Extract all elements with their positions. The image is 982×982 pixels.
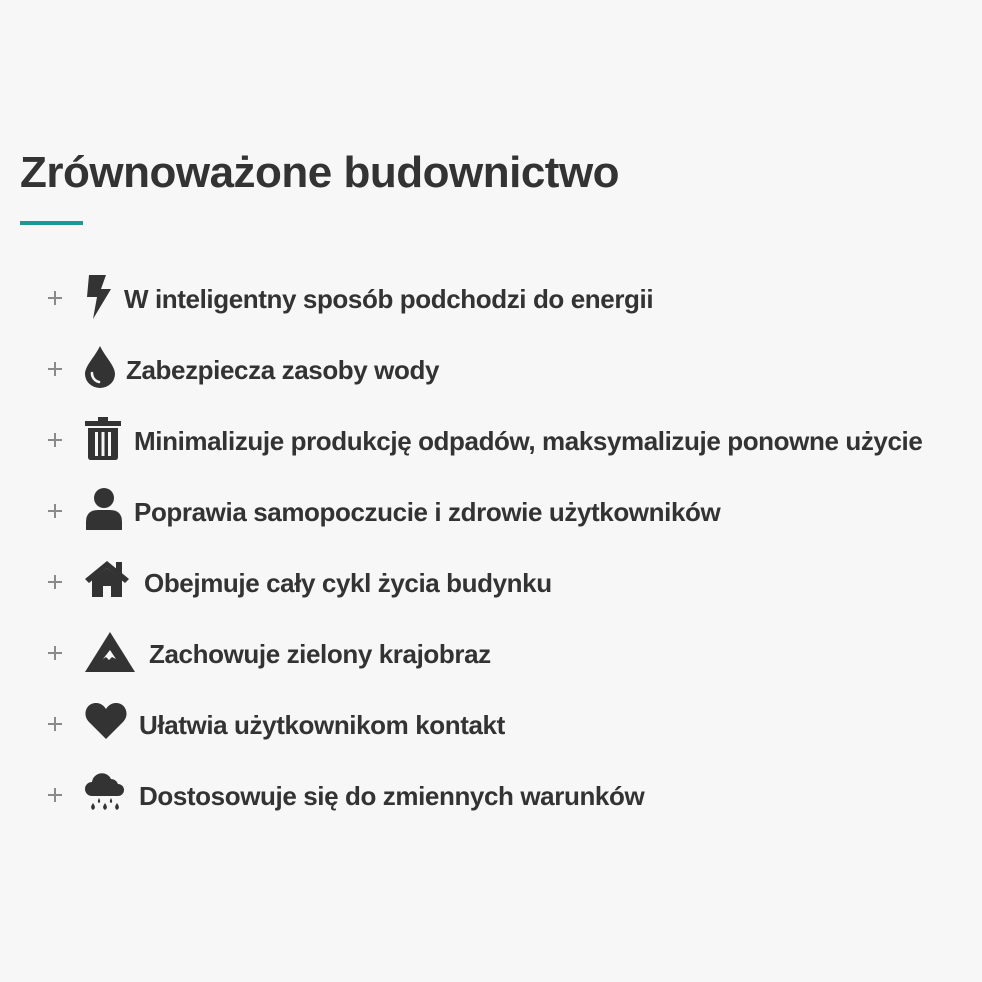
accordion-item-label: W inteligentny sposób podchodzi do energii — [124, 284, 654, 314]
accordion-item-wellbeing[interactable] — [0, 478, 982, 549]
accordion-item-label: Zabezpiecza zasoby wody — [126, 355, 440, 385]
accordion-item-water[interactable] — [0, 336, 982, 407]
plus-icon[interactable] — [45, 359, 65, 379]
accordion-item-label: Poprawia samopoczucie i zdrowie użytkowników — [134, 497, 721, 527]
user-icon — [84, 488, 128, 532]
accordion-item-label: Ułatwia użytkownikom kontakt — [139, 710, 505, 740]
plus-icon[interactable] — [45, 430, 65, 450]
accordion-item-landscape[interactable] — [0, 620, 982, 691]
title-underline — [20, 221, 83, 225]
accordion-item-label: Zachowuje zielony krajobraz — [149, 639, 491, 669]
accordion-item-adaptation[interactable] — [0, 762, 982, 833]
accordion-item-label: Minimalizuje produkcję odpadów, maksymalizuje ponowne użycie — [134, 426, 923, 456]
rain-cloud-icon — [84, 772, 128, 816]
accordion-item-energy[interactable] — [0, 265, 982, 336]
plus-icon[interactable] — [45, 501, 65, 521]
lightning-icon — [84, 275, 128, 319]
accordion-item-label: Obejmuje cały cykl życia budynku — [144, 568, 552, 598]
home-icon — [84, 559, 128, 603]
trash-icon — [84, 417, 128, 461]
accordion-item-contact[interactable] — [0, 691, 982, 762]
water-drop-icon — [84, 346, 128, 390]
plus-icon[interactable] — [45, 572, 65, 592]
plus-icon[interactable] — [45, 785, 65, 805]
accordion-item-label: Dostosowuje się do zmiennych warunków — [139, 781, 645, 811]
heart-icon — [84, 701, 128, 745]
accordion-list — [0, 265, 982, 833]
mountain-icon — [84, 630, 128, 674]
plus-icon[interactable] — [45, 714, 65, 734]
accordion-item-waste[interactable] — [0, 407, 982, 478]
section-title: Zrównoważone budownictwo — [20, 148, 620, 197]
plus-icon[interactable] — [45, 288, 65, 308]
plus-icon[interactable] — [45, 643, 65, 663]
accordion-item-lifecycle[interactable] — [0, 549, 982, 620]
